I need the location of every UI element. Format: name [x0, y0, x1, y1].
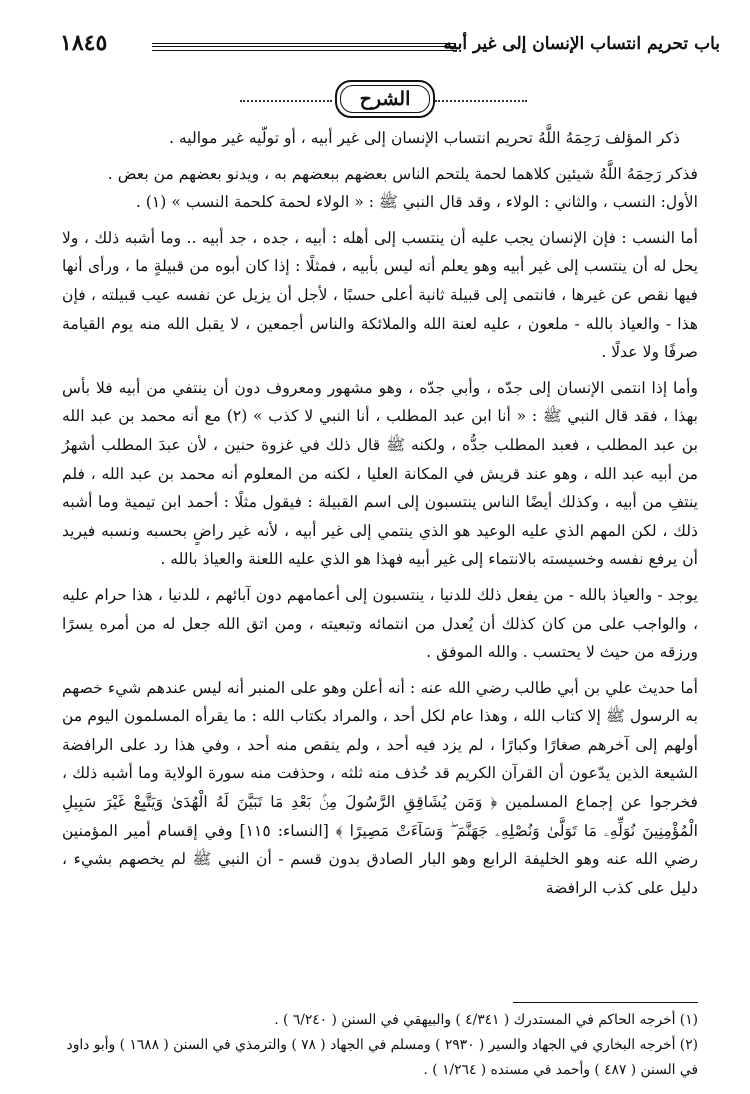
page-header — [60, 30, 720, 64]
paragraph: أما حديث علي بن أبي طالب رضي الله عنه : أنه أعلن وهو على المنبر أنه ليس عندهم شيء خصهم به الرسول ﷺ إلا كتاب الله ، وهذا عام لكل أحد ، والمراد بكتاب الله : ما يقرأه المسلمون اليوم من أولهم إلى آخرهم صغارًا وكبارًا ، لم يزد فيه أحد ، ولم ينقص منه أحد ، وفي هذا رد على الرافضة الشيعة الذين يدّعون أن القرآن الكريم قد حُذف منه ثلثه ، وحذفت منه سورة الولاية وما أشبه ذلك ، فخرجوا عن إجماع المسلمين ﴿ وَمَن يُشَاقِقِ الرَّسُولَ مِنۢ بَعْدِ مَا تَبَيَّنَ لَهُ الْهُدَىٰ وَيَتَّبِعْ غَيْرَ سَبِيلِ الْمُؤْمِنِينَ نُوَلِّهِۦ مَا تَوَلَّىٰ وَنُصْلِهِۦ جَهَنَّمَ ۖ وَسَآءَتْ مَصِيرًا ﴾ [النساء: ١١٥] وفي إقسام أمير المؤمنين رضي الله عنه وهو الخليفة الرابع وهو البار الصادق بدون قسم - أن النبي ﷺ لم يخصهم بشيء ، دليل على كذب الرافضة — [62, 678, 698, 897]
ornament-line-left — [240, 100, 332, 102]
section-heading — [0, 76, 750, 122]
paragraph: ذكر المؤلف رَحِمَهُ اللَّهُ تحريم انتساب الإنسان إلى غير أبيه ، أو تولّيه غير مواليه . — [168, 129, 680, 147]
body-text — [62, 124, 698, 909]
section-title: الشرح — [359, 88, 411, 110]
footnote: (٢) أخرجه البخاري في الجهاد والسير ( ٢٩٣٠ ) ومسلم في الجهاد ( ٧٨ ) والترمذي في السنن ( ١٦٨٨ ) وأبو داود في السنن ( ٤٨٧ ) وأحمد في مسنده ( ١/٢٦٤ ) . — [66, 1037, 698, 1078]
footnote: (١) أخرجه الحاكم في المستدرك ( ٤/٣٤١ ) والبيهقي في السنن ( ٦/٢٤٠ ) . — [274, 1012, 698, 1028]
page-number: ١٨٤٥ — [60, 30, 108, 56]
paragraph: يوجد - والعياذ بالله - من يفعل ذلك للدنيا ، ينتسبون إلى أعمامهم دون آبائهم ، للدنيا ، هذا حرام عليه ، والواجب على من كان كذلك أن يُعدل من انتمائه وتبعيته ، ومن اتق الله جعل له من أمره يسرًا ورزقه من حيث لا يحتسب . والله الموفق . — [62, 585, 698, 662]
footnotes — [62, 1008, 698, 1083]
header-double-rule — [152, 43, 456, 51]
section-title-badge — [335, 80, 435, 118]
footnote-separator — [513, 1002, 698, 1003]
paragraph: أما النسب : فإن الإنسان يجب عليه أن ينتسب إلى أهله : أبيه ، جده ، جد أبيه .. وما أشبه ذلك ، ولا يحل له أن ينتسب إلى غير أبيه وهو يعلم أنه ليس بأبيه ، فمثلًا : إذا كان أبوه من قبيلةٍ ما ، ورأى أنها فيها نقص عن غيرها ، فانتمى إلى قبيلة ثانية أعلى حسبًا ، لأجل أن يزيل عن نفسه عيب قبيلته ، فإن هذا - والعياذ بالله - ملعون ، عليه لعنة الله والملائكة والناس أجمعين ، لا يقبل الله منه يوم القيامة صرفًا ولا عدلًا . — [62, 228, 698, 362]
ornament-line-right — [435, 100, 527, 102]
paragraph: الأول: النسب ، والثاني : الولاء ، وقد قال النبي ﷺ : « الولاء لحمة كلحمة النسب » (١) . — [135, 193, 698, 212]
chapter-title: باب تحريم انتساب الإنسان إلى غير أبيه — [443, 34, 720, 54]
paragraph: فذكر رَحِمَهُ اللَّهُ شيئين كلاهما لحمة يلتحم الناس بعضهم ببعضهم به ، ويدنو بعضهم من بعض . — [107, 164, 698, 183]
paragraph: وأما إذا انتمى الإنسان إلى جدّه ، وأبي جدّه ، وهو مشهور ومعروف دون أن ينتفي من أبيه فلا بأس بهذا ، فقد قال النبي ﷺ : « أنا ابن عبد المطلب ، أنا النبي لا كذب » (٢) مع أنه محمد بن عبد الله بن عبد المطلب ، فعبد المطلب جدُّه ، ولكنه ﷺ قال ذلك في غزوة حنين ، لأن عبدَ المطلب أشهرُ من أبيه عبد الله ، وهو عند قريش في المكانة العليا ، لكنه من المعلوم أنه محمد بن عبد الله ، فلم ينتفِ من أبيه ، وكذلك أيضًا الناس ينتسبون إلى اسم القبيلة : فيقول مثلًا : أحمد ابن تيمية وما أشبه ذلك ، لكن المهم الذي عليه الوعيد هو الذي ينتمي إلى غير أبيه ، لأنه غير راضٍ بحسبه ونسبه فيريد أن يرفع نفسه وخسيسته بالانتماء إلى غير أبيه فهذا هو الذي عليه اللعنة والعياذ بالله . — [62, 378, 698, 569]
